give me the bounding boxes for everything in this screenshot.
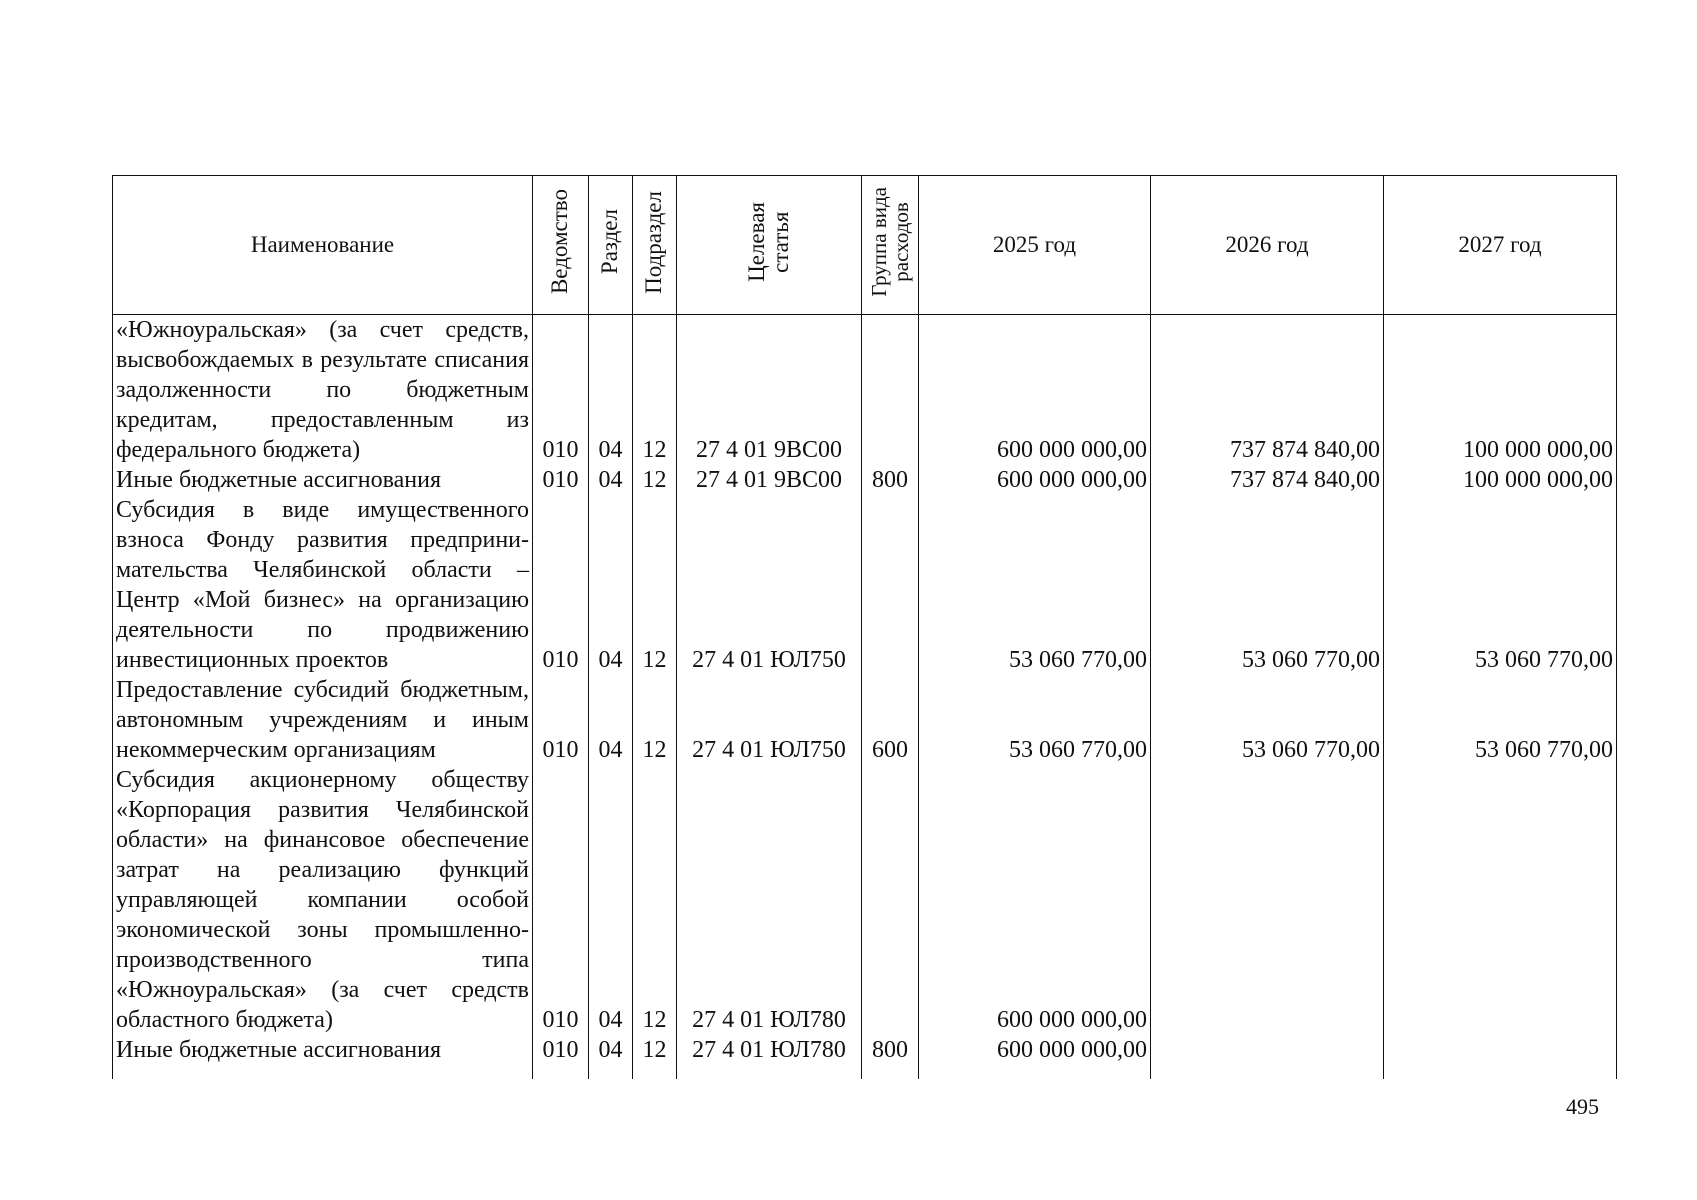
table-row [113, 495, 1617, 675]
row-name: Иные бюджетные ассигнования [113, 1035, 533, 1065]
row-amount-2025: 53 060 770,00 [919, 495, 1151, 675]
table-row [113, 315, 1617, 466]
row-name: Иные бюджетные ассигнования [113, 465, 533, 495]
row-name: «Южноуральская» (за счет средств, высвобождаемых в результате списания задолженности по бюджетным кредитам, предоставленным из федерального бюджета) [113, 315, 533, 466]
row-name: Предоставление субсидий бюджетным, автономным учреждениям и иным некоммерческим организациям [113, 675, 533, 765]
row-amount-2026 [1151, 1035, 1384, 1065]
row-amount-2026: 53 060 770,00 [1151, 495, 1384, 675]
row-vedomstvo: 010 [533, 675, 589, 765]
row-podrazdel: 12 [633, 315, 677, 466]
row-podrazdel: 12 [633, 675, 677, 765]
row-vedomstvo: 010 [533, 765, 589, 1035]
row-amount-2027 [1384, 1035, 1617, 1065]
row-target: 27 4 01 ЮЛ780 [677, 765, 862, 1035]
row-group: 600 [862, 675, 919, 765]
row-amount-2026: 737 874 840,00 [1151, 315, 1384, 466]
table-row [113, 1035, 1617, 1065]
row-amount-2025: 600 000 000,00 [919, 465, 1151, 495]
header-group: Группа вида расходов [862, 176, 919, 315]
row-amount-2027: 53 060 770,00 [1384, 675, 1617, 765]
row-group [862, 315, 919, 466]
row-target: 27 4 01 9ВС00 [677, 315, 862, 466]
header-target: Целевая статья [677, 176, 862, 315]
row-name: Субсидия акционерному обществу «Корпорация развития Челябинской области» на финансовое обеспечение затрат на реализацию функций управляющей компании особой экономической зоны промышленно-производственного типа «Южноуральская» (за счет средств областного бюджета) [113, 765, 533, 1035]
row-amount-2026 [1151, 765, 1384, 1035]
header-2027: 2027 год [1384, 176, 1617, 315]
row-target: 27 4 01 ЮЛ780 [677, 1035, 862, 1065]
table-row [113, 465, 1617, 495]
budget-table [112, 175, 1617, 1079]
row-amount-2025: 53 060 770,00 [919, 675, 1151, 765]
row-razdel: 04 [589, 495, 633, 675]
row-group: 800 [862, 465, 919, 495]
row-amount-2026: 737 874 840,00 [1151, 465, 1384, 495]
row-razdel: 04 [589, 315, 633, 466]
row-name: Субсидия в виде имущественного взноса Фонду развития предпринимательства Челябинской области – Центр «Мой бизнес» на организацию деятельности по продвижению инвестиционных проектов [113, 495, 533, 675]
row-amount-2027 [1384, 765, 1617, 1035]
row-vedomstvo: 010 [533, 495, 589, 675]
row-target: 27 4 01 ЮЛ750 [677, 675, 862, 765]
row-razdel: 04 [589, 765, 633, 1035]
table-row [113, 765, 1617, 1035]
page-number: 495 [1566, 1094, 1599, 1119]
row-amount-2027: 53 060 770,00 [1384, 495, 1617, 675]
row-group [862, 495, 919, 675]
row-target: 27 4 01 9ВС00 [677, 465, 862, 495]
row-razdel: 04 [589, 1035, 633, 1065]
row-target: 27 4 01 ЮЛ750 [677, 495, 862, 675]
header-2025: 2025 год [919, 176, 1151, 315]
row-vedomstvo: 010 [533, 1035, 589, 1065]
budget-page [112, 175, 1616, 1093]
row-vedomstvo: 010 [533, 315, 589, 466]
table-header [113, 176, 1617, 315]
row-amount-2026: 53 060 770,00 [1151, 675, 1384, 765]
header-vedomstvo: Ведомство [533, 176, 589, 315]
header-podrazdel: Подраздел [633, 176, 677, 315]
row-razdel: 04 [589, 465, 633, 495]
table-body [113, 315, 1617, 1080]
row-group [862, 765, 919, 1035]
header-razdel: Раздел [589, 176, 633, 315]
table-row [113, 675, 1617, 765]
row-vedomstvo: 010 [533, 465, 589, 495]
row-amount-2025: 600 000 000,00 [919, 315, 1151, 466]
row-razdel: 04 [589, 675, 633, 765]
row-amount-2027: 100 000 000,00 [1384, 315, 1617, 466]
table-bottom-filler [113, 1065, 1617, 1079]
row-podrazdel: 12 [633, 765, 677, 1035]
row-group: 800 [862, 1035, 919, 1065]
row-amount-2027: 100 000 000,00 [1384, 465, 1617, 495]
header-2026: 2026 год [1151, 176, 1384, 315]
row-podrazdel: 12 [633, 495, 677, 675]
row-amount-2025: 600 000 000,00 [919, 1035, 1151, 1065]
row-podrazdel: 12 [633, 465, 677, 495]
header-name: Наименование [113, 176, 533, 315]
row-amount-2025: 600 000 000,00 [919, 765, 1151, 1035]
row-podrazdel: 12 [633, 1035, 677, 1065]
